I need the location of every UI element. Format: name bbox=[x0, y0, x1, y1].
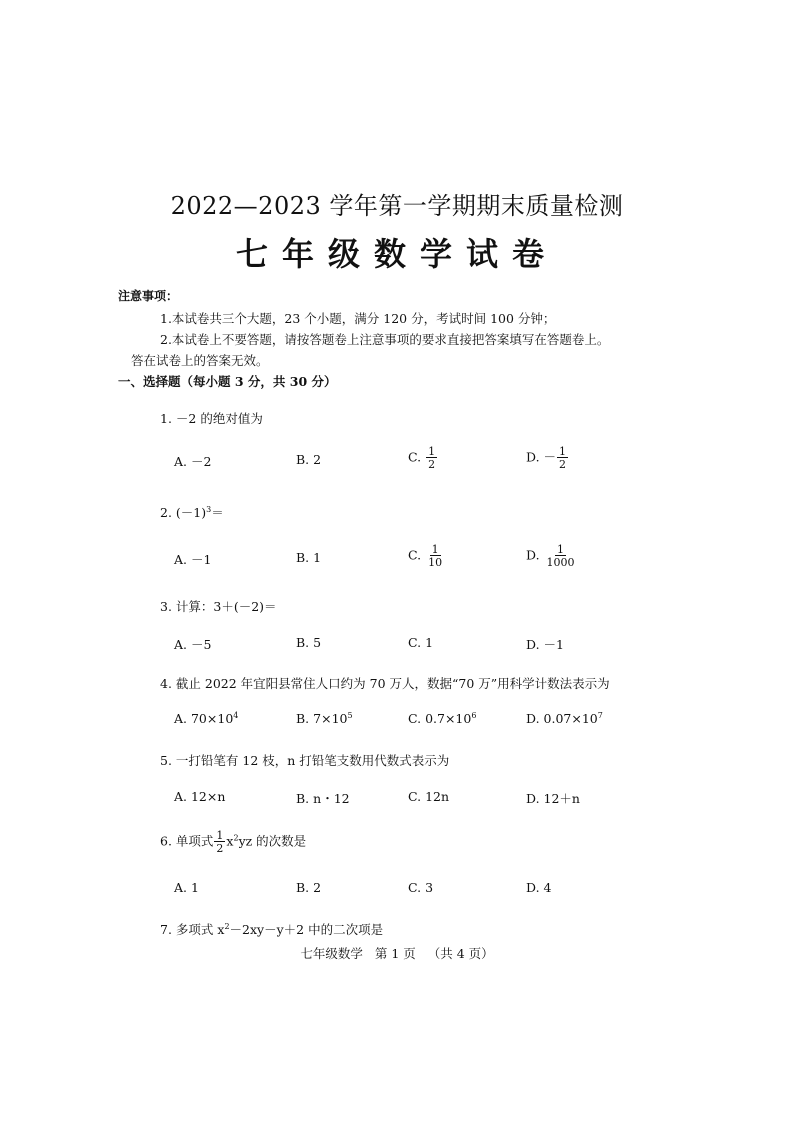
fraction: $\frac{1}{2}$ bbox=[428, 445, 436, 471]
page-footer bbox=[0, 944, 794, 962]
question-6-option-a: A. 1 bbox=[174, 880, 199, 895]
section-title: 一、选择题（每小题 3 分，共 30 分） bbox=[118, 374, 337, 389]
note-item: 1.本试卷共三个大题，23 个小题，满分 120 分，考试时间 100 分钟； bbox=[160, 311, 556, 326]
question-2-option-b: B. 1 bbox=[296, 550, 322, 565]
question-5-option-d: D. 12＋n bbox=[526, 791, 580, 806]
fraction: $\frac{1}{2}$ bbox=[559, 445, 567, 471]
question-4-stem: 4. 截止 2022 年宜阳县常住人口约为 70 万人，数据“70 万”用科学计数法表示为 bbox=[160, 676, 610, 691]
question-3-option-a: A. －5 bbox=[174, 637, 212, 652]
fraction: $\frac{1}{10}$ bbox=[428, 543, 443, 569]
question-4-option-d: D. $0.07\times 10^7$ bbox=[526, 710, 603, 726]
note-item: 2.本试卷上不要答题，请按答题卷上注意事项的要求直接把答案填写在答题卷上。 bbox=[160, 332, 610, 347]
question-5-stem: 5. 一打铅笔有 12 枝，n 打铅笔支数用代数式表示为 bbox=[160, 753, 450, 768]
question-2-stem: 2. $(-1)^3=$ bbox=[160, 504, 224, 520]
question-2-option-d: D. $\frac{1}{1000}$ bbox=[526, 543, 575, 569]
question-2-option-c: C. $\frac{1}{10}$ bbox=[408, 543, 443, 569]
fraction: $\frac{1}{2}$ bbox=[216, 829, 224, 855]
note-item: 答在试卷上的答案无效。 bbox=[131, 353, 269, 368]
question-3-option-d: D. －1 bbox=[526, 637, 564, 652]
question-1-stem: 1. －2 的绝对值为 bbox=[160, 411, 263, 426]
question-1-option-a: A. －2 bbox=[174, 454, 212, 469]
question-1-option-d: D. － $\frac{1}{2}$ bbox=[526, 445, 567, 471]
footer-subject: 七年级数学 bbox=[300, 946, 363, 961]
question-3-stem: 3. 计算：3＋(－2)＝ bbox=[160, 599, 277, 614]
fraction: $\frac{1}{1000}$ bbox=[546, 543, 575, 569]
question-5-option-c: C. 12n bbox=[408, 789, 450, 804]
question-6-option-d: D. 4 bbox=[526, 880, 552, 895]
question-6-stem: 6. 单项式 $\frac{1}{2}$ $x^2yz$ 的次数是 bbox=[160, 829, 307, 855]
question-1-option-b: B. 2 bbox=[296, 452, 322, 467]
exam-subtitle: 七年级数学试卷 bbox=[235, 235, 558, 273]
question-2-option-a: A. －1 bbox=[174, 552, 212, 567]
footer-page-number: 第 1 页 bbox=[374, 946, 416, 961]
question-3-option-b: B. 5 bbox=[296, 635, 322, 650]
question-5-option-a: A. 12×n bbox=[174, 789, 226, 804]
question-6-option-b: B. 2 bbox=[296, 880, 322, 895]
footer-page-total: （共 4 页） bbox=[427, 946, 494, 961]
question-7-stem: 7. 多项式 $x^2-2xy-y+2$ 中的二次项是 bbox=[160, 921, 384, 937]
question-4-option-c: C. $0.7\times 10^6$ bbox=[408, 710, 477, 726]
question-5-option-b: B. n・12 bbox=[296, 791, 350, 806]
exam-title: 2022—2023 学年第一学期期末质量检测 bbox=[170, 192, 624, 220]
question-4-option-b: B. $7\times 10^5$ bbox=[296, 710, 353, 726]
question-6-option-c: C. 3 bbox=[408, 880, 434, 895]
notes-heading: 注意事项： bbox=[118, 289, 179, 303]
question-1-option-c: C. $\frac{1}{2}$ bbox=[408, 445, 436, 471]
question-4-option-a: A. $70\times 10^4$ bbox=[174, 710, 239, 726]
question-3-option-c: C. 1 bbox=[408, 635, 434, 650]
